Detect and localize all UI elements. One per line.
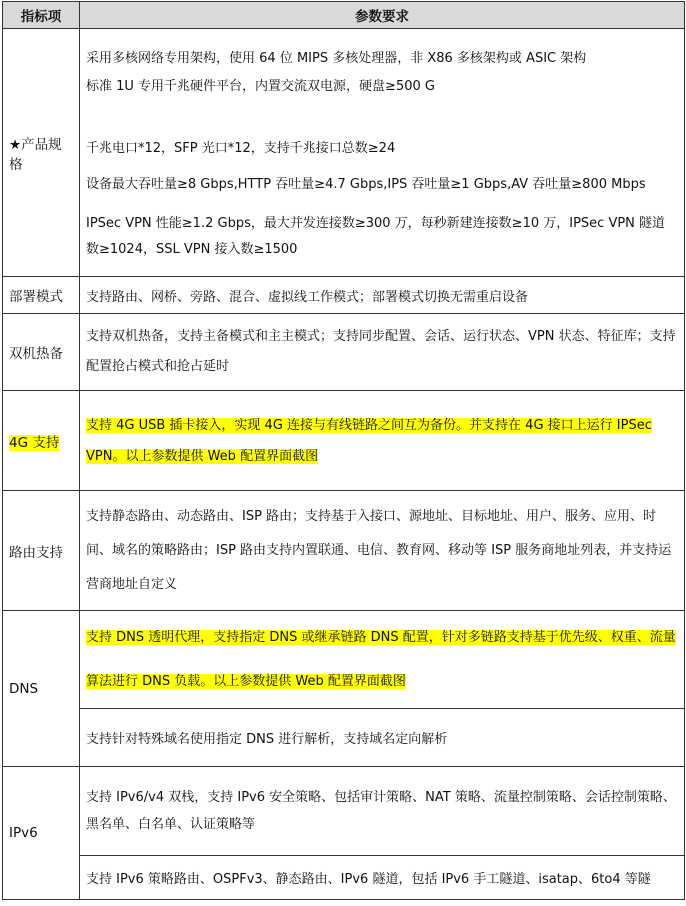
row-value: 支持静态路由、动态路由、ISP 路由；支持基于入接口、源地址、目标地址、用户、服务、应用、时间、域名的策略路由；ISP 路由支持内置联通、电信、教育网、移动等 ISP 服务商地址列表，并支持运营商地址自定义 xyxy=(80,491,685,611)
row-key: 双机热备 xyxy=(3,314,80,391)
table-row xyxy=(3,29,685,277)
dns-text-2: 支持针对特殊域名使用指定 DNS 进行解析，支持域名定向解析 xyxy=(86,732,448,747)
row-key xyxy=(3,391,80,491)
header-key: 指标项 xyxy=(3,2,80,29)
table-row xyxy=(3,277,685,314)
spec-line: 标准 1U 专用千兆硬件平台，内置交流双电源，硬盘≥500 G xyxy=(86,78,435,94)
ipv6-text-2: 支持 IPv6 策略路由、OSPFv3、静态路由、IPv6 隧道，包括 IPv6 手工隧道、isatap、6to4 等隧 xyxy=(86,872,651,887)
row-value xyxy=(80,29,685,277)
dns-cell-2 xyxy=(80,708,684,766)
row-key: 路由支持 xyxy=(3,491,80,611)
row-key: 部署模式 xyxy=(3,277,80,314)
spec-table xyxy=(2,1,685,900)
ipv6-text-1: 支持 IPv6/v4 双栈，支持 IPv6 安全策略、包括审计策略、NAT 策略、流量控制策略、会话控制策略、黑名单、白名单、认证策略等 xyxy=(86,790,676,832)
table-row xyxy=(3,491,685,611)
table-row xyxy=(3,391,685,491)
dns-cell-1 xyxy=(80,611,684,708)
highlighted-text: 支持 4G USB 插卡接入，实现 4G 连接与有线链路之间互为备份。并支持在 4G 接口上运行 IPSec VPN。以上参数提供 Web 配置界面截图 xyxy=(86,417,652,464)
ipv6-cell-1 xyxy=(80,767,684,855)
row-value xyxy=(80,611,685,767)
row-key: ★产品规格 xyxy=(3,29,80,277)
table-row xyxy=(3,611,685,767)
table-row xyxy=(3,314,685,391)
table-row xyxy=(3,767,685,900)
ipv6-cell-2 xyxy=(80,855,684,899)
table-header-row xyxy=(3,2,685,29)
row-key: DNS xyxy=(3,611,80,767)
row-value: 支持双机热备，支持主备模式和主主模式；支持同步配置、会话、运行状态、VPN 状态、特征库；支持配置抢占模式和抢占延时 xyxy=(80,314,685,391)
highlighted-text: 支持 DNS 透明代理，支持指定 DNS 或继承链路 DNS 配置，针对多链路支持基于优先级、权重、流量算法进行 DNS 负载。以上参数提供 Web 配置界面截图 xyxy=(86,629,676,689)
highlighted-key: 4G 支持 xyxy=(9,434,60,451)
spec-line: IPSec VPN 性能≥1.2 Gbps，最大并发连接数≥300 万，每秒新建连接数≥10 万，IPSec VPN 隧道数≥1024，SSL VPN 接入数≥1500 xyxy=(86,215,666,257)
spec-line: 千兆电口*12，SFP 光口*12，支持千兆接口总数≥24 xyxy=(86,140,396,156)
row-value xyxy=(80,391,685,491)
row-value: 支持路由、网桥、旁路、混合、虚拟线工作模式；部署模式切换无需重启设备 xyxy=(80,277,685,314)
header-value: 参数要求 xyxy=(80,2,685,29)
row-key: IPv6 xyxy=(3,767,80,900)
spec-line: 设备最大吞吐量≥8 Gbps,HTTP 吞吐量≥4.7 Gbps,IPS 吞吐量≥1 Gbps,AV 吞吐量≥800 Mbps xyxy=(86,176,646,192)
spec-line: 采用多核网络专用架构，使用 64 位 MIPS 多核处理器，非 X86 多核架构或 ASIC 架构 xyxy=(86,50,587,66)
row-value xyxy=(80,767,685,900)
